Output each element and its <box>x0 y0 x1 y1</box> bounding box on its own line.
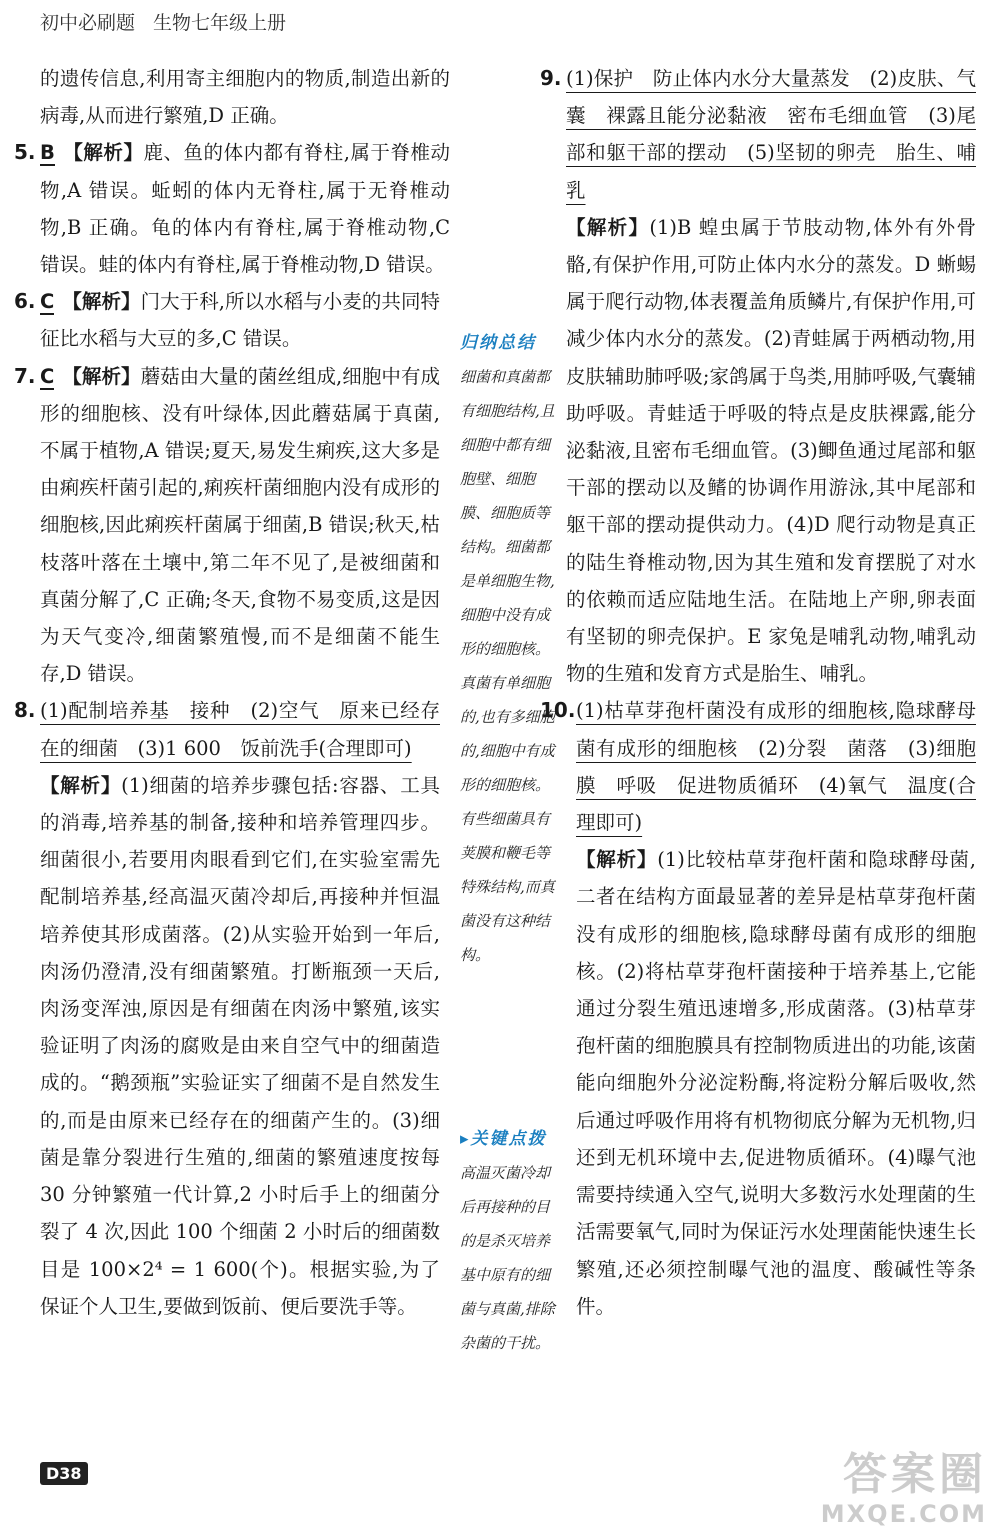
subject-title: 生物七年级上册 <box>153 12 287 34</box>
question-number: 7. <box>14 363 36 388</box>
analysis-tag: 【解析】 <box>576 848 658 872</box>
watermark-url: MXQE.COM <box>820 1500 987 1528</box>
q4-continuation: 的遗传信息,利用寄主细胞内的物质,制造出新的病毒,从而进行繁殖,D 正确。 <box>40 67 450 128</box>
note-title <box>460 1122 564 1156</box>
question-number: 8. <box>14 698 36 723</box>
question-7 <box>14 358 440 693</box>
page-header <box>40 8 286 35</box>
sidebar-note-summary <box>460 326 564 972</box>
note-text: 细菌和真菌都有细胞结构,且细胞中都有细胞壁、细胞膜、细胞质等结构。细菌都是单细胞生物,细胞中没有成形的细胞核。真菌有单细胞的,也有多细胞的,细胞中有成形的细胞核。有些细菌具有荚膜和鞭毛等特殊结构,而真菌没有这种结构。 <box>460 368 555 964</box>
analysis-text: (1)B 蝗虫属于节肢动物,体外有外骨骼,有保护作用,可防止体内水分的蒸发。D 蜥蜴属于爬行动物,体表覆盖角质鳞片,有保护作用,可减少体内水分的蒸发。(2)青蛙属于两栖动物,用皮肤辅助肺呼吸;家鸽属于鸟类,用肺呼吸,气囊辅助呼吸。青蛙适于呼吸的特点是皮肤裸露,能分泌黏液,且密布毛细血管。(3)鲫鱼通过尾部和躯干部的摆动以及鳍的协调作用游泳,其中尾部和躯干部的摆动提供动力。(4)D 爬行动物是真正的陆生脊椎动物,因为其生殖和发育摆脱了对水的依赖而适应陆地生活。在陆地上产卵,卵表面有坚韧的卵壳保护。E 家兔是哺乳动物,哺乳动物的生殖和发育方式是胎生、哺乳。 <box>566 215 976 686</box>
analysis-text: 蘑菇由大量的菌丝组成,细胞中有成形的细胞核、没有叶绿体,因此蘑菇属于真菌,不属于植物,A 错误;夏天,易发生痢疾,这大多是由痢疾杆菌引起的,痢疾杆菌细胞内没有成形的细胞核,因此痢疾杆菌属于细菌,B 错误;秋天,枯枝落叶落在土壤中,第二年不见了,是被细菌和真菌分解了,C 正确;冬天,食物不易变质,这是因为天气变冷,细菌繁殖慢,而不是细菌不能生存,D 错误。 <box>40 364 440 686</box>
sidebar-note-key-point <box>460 1122 564 1360</box>
answer-choice: B <box>40 141 55 165</box>
watermark-text: 答案圈 <box>843 1449 987 1500</box>
question-9 <box>540 60 976 209</box>
answer-choice: C <box>40 290 55 314</box>
note-title: 归纳总结 <box>460 333 536 353</box>
arrow-icon: ▸ <box>460 1129 471 1149</box>
question-number: 10. <box>540 698 576 723</box>
note-text: 高温灭菌冷却后再接种的目的是杀灭培养基中原有的细菌与真菌,排除杂菌的干扰。 <box>460 1164 555 1352</box>
book-title: 初中必刷题 <box>40 12 136 34</box>
page-number: D38 <box>40 1462 88 1485</box>
question-8 <box>14 692 440 766</box>
analysis-tag: 【解析】 <box>566 215 650 239</box>
analysis-text: (1)比较枯草芽孢杆菌和隐球酵母菌,二者在结构方面最显著的差异是枯草芽孢杆菌没有成形的细胞核,隐球酵母菌有成形的细胞核。(2)将枯草芽孢杆菌接种于培养基上,它能通过分裂生殖迅速增多,形成菌落。(3)枯草芽孢杆菌的细胞膜具有控制物质进出的功能,该菌能向细胞外分泌淀粉酶,将淀粉分解后吸收,然后通过呼吸作用将有机物彻底分解为无机物,归还到无机环境中去,促进物质循环。(4)曝气池需要持续通入空气,说明大多数污水处理菌的生活需要氧气,同时为保证污水处理菌能快速生长繁殖,还必须控制曝气池的温度、酸碱性等条件。 <box>576 848 976 1318</box>
analysis-text: 门大于科,所以水稻与小麦的共同特征比水稻与大豆的多,C 错误。 <box>40 290 440 351</box>
answer-text: (1)枯草芽孢杆菌没有成形的细胞核,隐球酵母菌有成形的细胞核 (2)分裂 菌落 (3)细胞膜 呼吸 促进物质循环 (4)氧气 温度(合理即可) <box>576 699 976 835</box>
question-number: 6. <box>14 289 36 314</box>
left-column <box>14 60 450 1325</box>
answer-choice: C <box>40 364 55 388</box>
watermark-logo <box>821 1450 987 1528</box>
question-9-analysis <box>566 209 976 693</box>
question-number: 9. <box>540 66 562 90</box>
question-8-analysis <box>40 767 440 1325</box>
analysis-tag: 【解析】 <box>62 141 144 165</box>
question-10 <box>540 692 976 841</box>
answer-text: (1)保护 防止体内水分大量蒸发 (2)皮肤、气囊 裸露且能分泌黏液 密布毛细血管 (3)尾部和躯干部的摆动 (5)坚韧的卵壳 胎生、哺乳 <box>566 67 976 202</box>
analysis-tag: 【解析】 <box>62 364 141 388</box>
analysis-text: 鹿、鱼的体内都有脊柱,属于脊椎动物,A 错误。蚯蚓的体内无脊柱,属于无脊椎动物,B 正确。龟的体内有脊柱,属于脊椎动物,C 错误。蛙的体内有脊柱,属于脊椎动物,D 错误。 <box>40 141 450 277</box>
question-number: 5. <box>14 140 36 165</box>
analysis-text: (1)细菌的培养步骤包括:容器、工具的消毒,培养基的制备,接种和培养管理四步。细菌很小,若要用肉眼看到它们,在实验室需先配制培养基,经高温灭菌冷却后,再接种并恒温培养使其形成菌落。(2)从实验开始到一年后,肉汤仍澄清,没有细菌繁殖。打断瓶颈一天后,肉汤变浑浊,原因是有细菌在肉汤中繁殖,该实验证明了肉汤的腐败是由来自空气中的细菌造成的。“鹅颈瓶”实验证实了细菌不是自然发生的,而是由原来已经存在的细菌产生的。(3)细菌是靠分裂进行生殖的,细菌的繁殖速度按每 30 分钟繁殖一代计算,2 小时后手上的细菌分裂了 4 次,因此 100 个细菌 2 小时后的细菌数目是 100×2⁴ = 1 600(个)。根据实验,为了保证个人卫生,要做到饭前、便后要洗手等。 <box>40 773 440 1318</box>
note-title-text: 关键点拨 <box>470 1129 547 1149</box>
question-10-analysis <box>566 841 976 1325</box>
question-5 <box>14 134 450 283</box>
answer-text: (1)配制培养基 接种 (2)空气 原来已经存在的细菌 (3)1 600 饭前洗手(合理即可) <box>40 699 440 760</box>
analysis-tag: 【解析】 <box>40 773 122 797</box>
question-6 <box>14 283 440 357</box>
analysis-tag: 【解析】 <box>62 290 141 314</box>
right-column <box>540 60 976 1325</box>
